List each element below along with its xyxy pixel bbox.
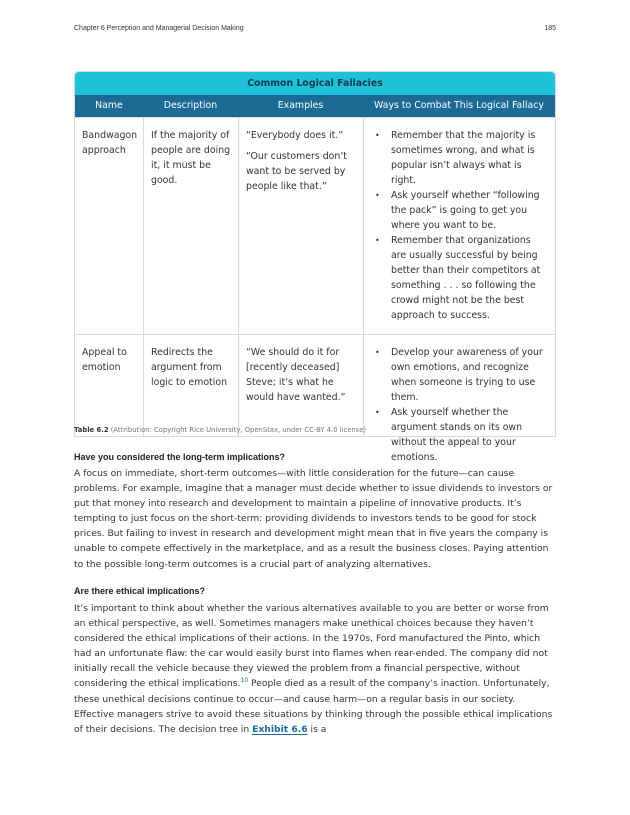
section-heading-long-term: Have you considered the long-term implications?	[74, 452, 286, 462]
paragraph-text: It’s important to think about whether the various alternatives available to you are better or worse from an ethical perspective, as well. Sometimes managers make unethical choices because they haven’t considered the ethical implications of their actions. In the 1970s, Ford manufactured the Pinto, which had an unfortunate flaw: the car would easily burst into flames when rear-ended. The company did not initially recall the vehicle because they viewed the problem from a financial perspective, without considering the ethical implications.	[74, 603, 549, 690]
bullet-item: • Ask yourself whether the argument stands on its own without the appeal to your emotions.	[371, 405, 548, 465]
table-caption	[74, 426, 556, 434]
cell-description: If the majority of people are doing it, it must be good.	[143, 118, 238, 334]
column-header-ways: Ways to Combat This Logical Fallacy	[374, 100, 544, 111]
column-header-examples: Examples	[277, 100, 324, 111]
example-text: “Our customers don’t want to be served by people like that.”	[246, 151, 347, 192]
bullet-item: • Remember that the majority is sometimes wrong, and what is popular isn’t always what is right.	[371, 128, 548, 188]
running-header	[74, 25, 556, 32]
cell-examples	[238, 335, 363, 436]
exhibit-link[interactable]: Exhibit 6.6	[252, 723, 308, 735]
caption-attribution: (Attribution: Copyright Rice University, OpenStax, under CC-BY 4.0 license)	[110, 426, 367, 434]
bullet-item: • Develop your awareness of your own emotions, and recognize when someone is trying to use them.	[371, 345, 548, 405]
cell-ways	[363, 118, 555, 334]
chapter-title: Chapter 6 Perception and Managerial Decision Making	[74, 25, 244, 32]
cell-name: Appeal to emotion	[82, 347, 127, 373]
cell-name: Bandwagon approach	[82, 130, 138, 156]
column-header-description: Description	[163, 100, 218, 111]
section-heading-ethical: Are there ethical implications?	[74, 586, 206, 596]
example-text: “We should do it for [recently deceased] Steve; it’s what he would have wanted.”	[246, 347, 346, 403]
example-text: “Everybody does it.”	[246, 130, 344, 141]
page-number: 185	[544, 25, 556, 32]
table-row	[75, 117, 555, 334]
cell-examples	[238, 118, 363, 334]
paragraph-text: People died as a result of the company’s inaction. Unfortunately, these unethical decisions continue to occur—and cause harm—on a regular basis in our society. Effective managers strive to avoid these situations by thinking through the possible ethical implications of their decisions. The decision tree in	[74, 678, 553, 735]
bullet-item: • Ask yourself whether “following the pack” is going to get you where you want to be.	[371, 188, 548, 233]
caption-label: Table 6.2	[74, 426, 109, 434]
footnote-reference[interactable]: 10	[240, 677, 249, 685]
table-title: Common Logical Fallacies	[75, 72, 555, 95]
bullet-item: • Remember that organizations are usually successful by being better than their competitors at something . . . so following the crowd might not be the best approach to success.	[371, 233, 548, 323]
cell-ways	[363, 335, 555, 463]
paragraph-ethical	[74, 601, 558, 737]
paragraph-text: is a	[307, 723, 327, 735]
cell-description: Redirects the argument from logic to emotion	[143, 335, 238, 436]
paragraph-long-term: A focus on immediate, short-term outcomes—with little consideration for the future—can cause problems. For example, imagine that a manager must decide whether to issue dividends to investors or put that money into research and development to maintain a pipeline of innovative products. It’s tempting to just focus on the short-term: providing dividends to investors tends to be good for stock prices. But failing to invest in research and development might mean that in five years the company is unable to compete effectively in the marketplace, and as a result the business closes. Paying attention to the possible long-term outcomes is a crucial part of analyzing alternatives.	[74, 468, 553, 570]
column-header-name: Name	[95, 100, 123, 111]
table-header-row	[75, 95, 555, 117]
